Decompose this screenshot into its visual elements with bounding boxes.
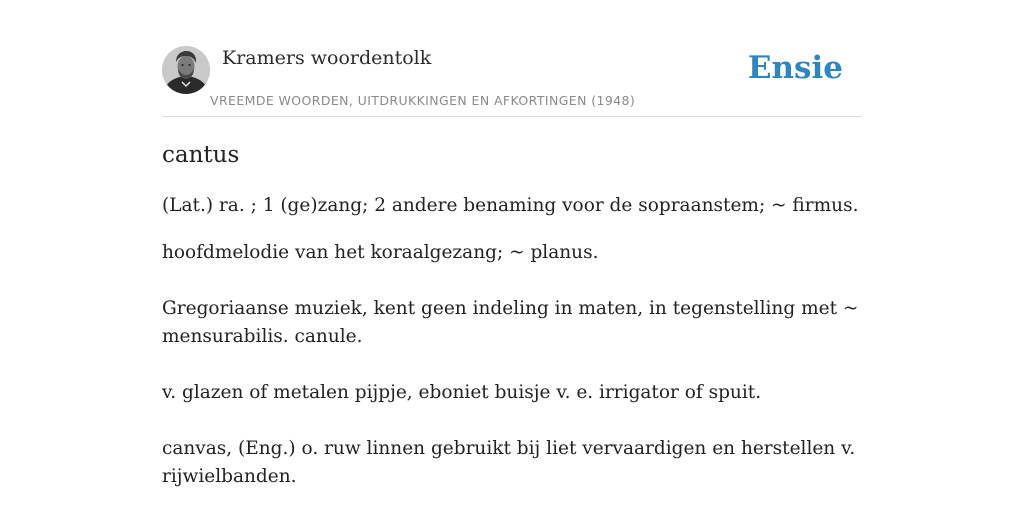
definition-paragraph: Gregoriaanse muziek, kent geen indeling in maten, in tegenstelling met ~ mensurabilis. canule. — [162, 298, 859, 347]
source-subtitle: VREEMDE WOORDEN, UITDRUKKINGEN EN AFKORTINGEN (1948) — [210, 93, 636, 108]
portrait-icon — [162, 46, 210, 94]
entry-title: cantus — [162, 142, 240, 168]
definition-paragraph: canvas, (Eng.) o. ruw linnen gebruikt bij liet vervaardigen en herstellen v. rijwielbanden. — [162, 438, 856, 487]
page-header — [162, 46, 862, 117]
ensie-logo-link[interactable]: Ensie — [747, 50, 843, 86]
definition-paragraph: hoofdmelodie van het koraalgezang; ~ planus. — [162, 242, 599, 263]
dictionary-entry — [162, 140, 862, 491]
portrait-avatar[interactable] — [162, 46, 210, 94]
source-title[interactable]: Kramers woordentolk — [222, 47, 432, 69]
definition-paragraph: (Lat.) ra. ; 1 (ge)zang; 2 andere benaming voor de sopraanstem; ~ firmus. — [162, 195, 859, 216]
definition-paragraph: v. glazen of metalen pijpje, eboniet buisje v. e. irrigator of spuit. — [162, 382, 762, 403]
